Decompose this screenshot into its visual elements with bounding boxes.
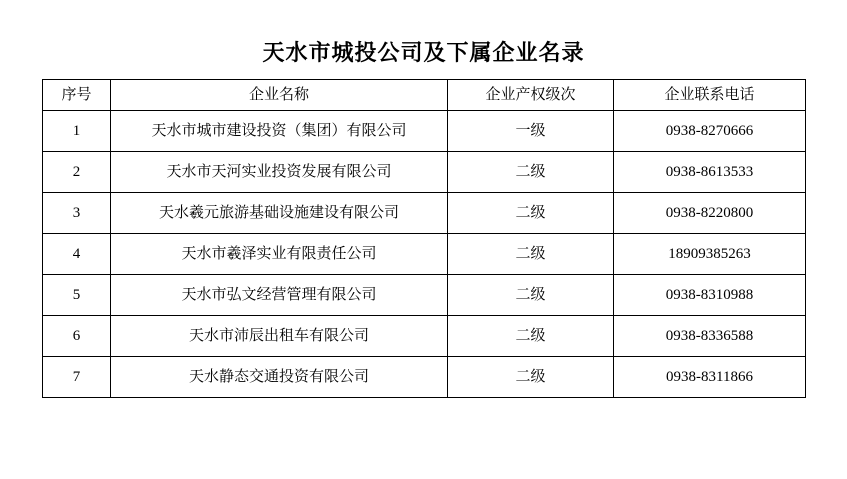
cell-phone: 0938-8270666 (614, 111, 806, 152)
table-header-row (43, 80, 806, 111)
cell-company-name: 天水市羲泽实业有限责任公司 (111, 234, 448, 275)
table-row (43, 275, 806, 316)
table-row (43, 316, 806, 357)
cell-company-name: 天水市天河实业投资发展有限公司 (111, 152, 448, 193)
table-row (43, 357, 806, 398)
company-directory-table (42, 79, 806, 398)
cell-index: 7 (43, 357, 111, 398)
table-container (0, 79, 847, 398)
column-header-company-name: 企业名称 (111, 80, 448, 111)
cell-phone: 0938-8220800 (614, 193, 806, 234)
cell-ownership-level: 二级 (448, 193, 614, 234)
cell-company-name: 天水羲元旅游基础设施建设有限公司 (111, 193, 448, 234)
table-row (43, 111, 806, 152)
cell-ownership-level: 一级 (448, 111, 614, 152)
cell-phone: 0938-8311866 (614, 357, 806, 398)
cell-company-name: 天水静态交通投资有限公司 (111, 357, 448, 398)
cell-ownership-level: 二级 (448, 275, 614, 316)
cell-phone: 0938-8310988 (614, 275, 806, 316)
column-header-phone: 企业联系电话 (614, 80, 806, 111)
cell-ownership-level: 二级 (448, 357, 614, 398)
page-title: 天水市城投公司及下属企业名录 (262, 40, 585, 65)
cell-index: 1 (43, 111, 111, 152)
cell-index: 2 (43, 152, 111, 193)
column-header-ownership-level: 企业产权级次 (448, 80, 614, 111)
cell-phone: 0938-8613533 (614, 152, 806, 193)
cell-ownership-level: 二级 (448, 316, 614, 357)
table-row (43, 193, 806, 234)
cell-phone: 0938-8336588 (614, 316, 806, 357)
cell-company-name: 天水市沛辰出租车有限公司 (111, 316, 448, 357)
cell-ownership-level: 二级 (448, 234, 614, 275)
cell-company-name: 天水市城市建设投资（集团）有限公司 (111, 111, 448, 152)
table-row (43, 152, 806, 193)
cell-ownership-level: 二级 (448, 152, 614, 193)
cell-index: 3 (43, 193, 111, 234)
cell-index: 4 (43, 234, 111, 275)
cell-company-name: 天水市弘文经营管理有限公司 (111, 275, 448, 316)
cell-index: 6 (43, 316, 111, 357)
cell-index: 5 (43, 275, 111, 316)
table-row (43, 234, 806, 275)
cell-phone: 18909385263 (614, 234, 806, 275)
column-header-index: 序号 (43, 80, 111, 111)
